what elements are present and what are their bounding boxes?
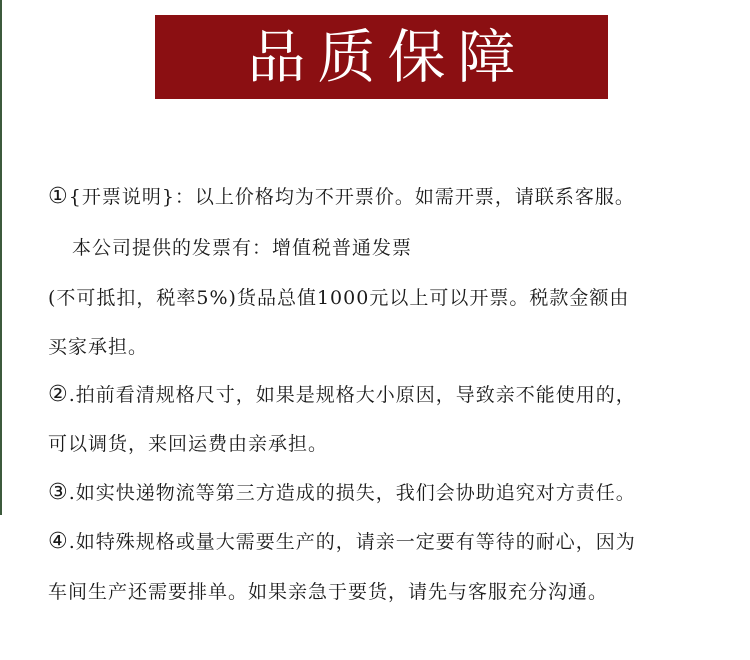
exchange-note-text: 可以调货，来回运费由亲承担。 bbox=[48, 433, 329, 455]
text-line-1 bbox=[48, 185, 635, 209]
production-note-text: .如特殊规格或量大需要生产的，请亲一定要有等待的耐心，因为 bbox=[68, 531, 636, 553]
text-line-7 bbox=[48, 481, 636, 505]
invoice-note-text: {开票说明}：以上价格均为不开票价。如需开票，请联系客服。 bbox=[68, 186, 635, 208]
text-line-5 bbox=[48, 383, 636, 407]
invoice-condition-text: (不可抵扣，税率5%)货品总值1000元以上可以开票。税款金额由 bbox=[48, 287, 630, 309]
text-line-9 bbox=[48, 580, 608, 604]
page-title: 品质保障 bbox=[247, 23, 528, 91]
logistics-note-text: .如实快递物流等第三方造成的损失，我们会协助追究对方责任。 bbox=[68, 482, 636, 504]
text-line-3 bbox=[48, 286, 629, 310]
text-line-4 bbox=[48, 335, 148, 359]
item-number-2: ② bbox=[48, 382, 69, 407]
size-note-text: .拍前看清规格尺寸，如果是规格大小原因，导致亲不能使用的， bbox=[68, 384, 636, 406]
item-number-3: ③ bbox=[48, 480, 69, 505]
text-line-2 bbox=[72, 236, 412, 260]
item-number-4: ④ bbox=[48, 529, 69, 554]
schedule-note-text: 车间生产还需要排单。如果亲急于要货，请先与客服充分沟通。 bbox=[48, 581, 609, 603]
item-number-1: ① bbox=[48, 184, 69, 209]
invoice-types-text: 本公司提供的发票有：增值税普通发票 bbox=[72, 237, 413, 259]
left-edge-bar bbox=[0, 0, 2, 515]
text-line-6 bbox=[48, 432, 328, 456]
text-line-8 bbox=[48, 530, 636, 554]
invoice-buyer-text: 买家承担。 bbox=[48, 336, 149, 358]
title-banner bbox=[155, 15, 608, 99]
